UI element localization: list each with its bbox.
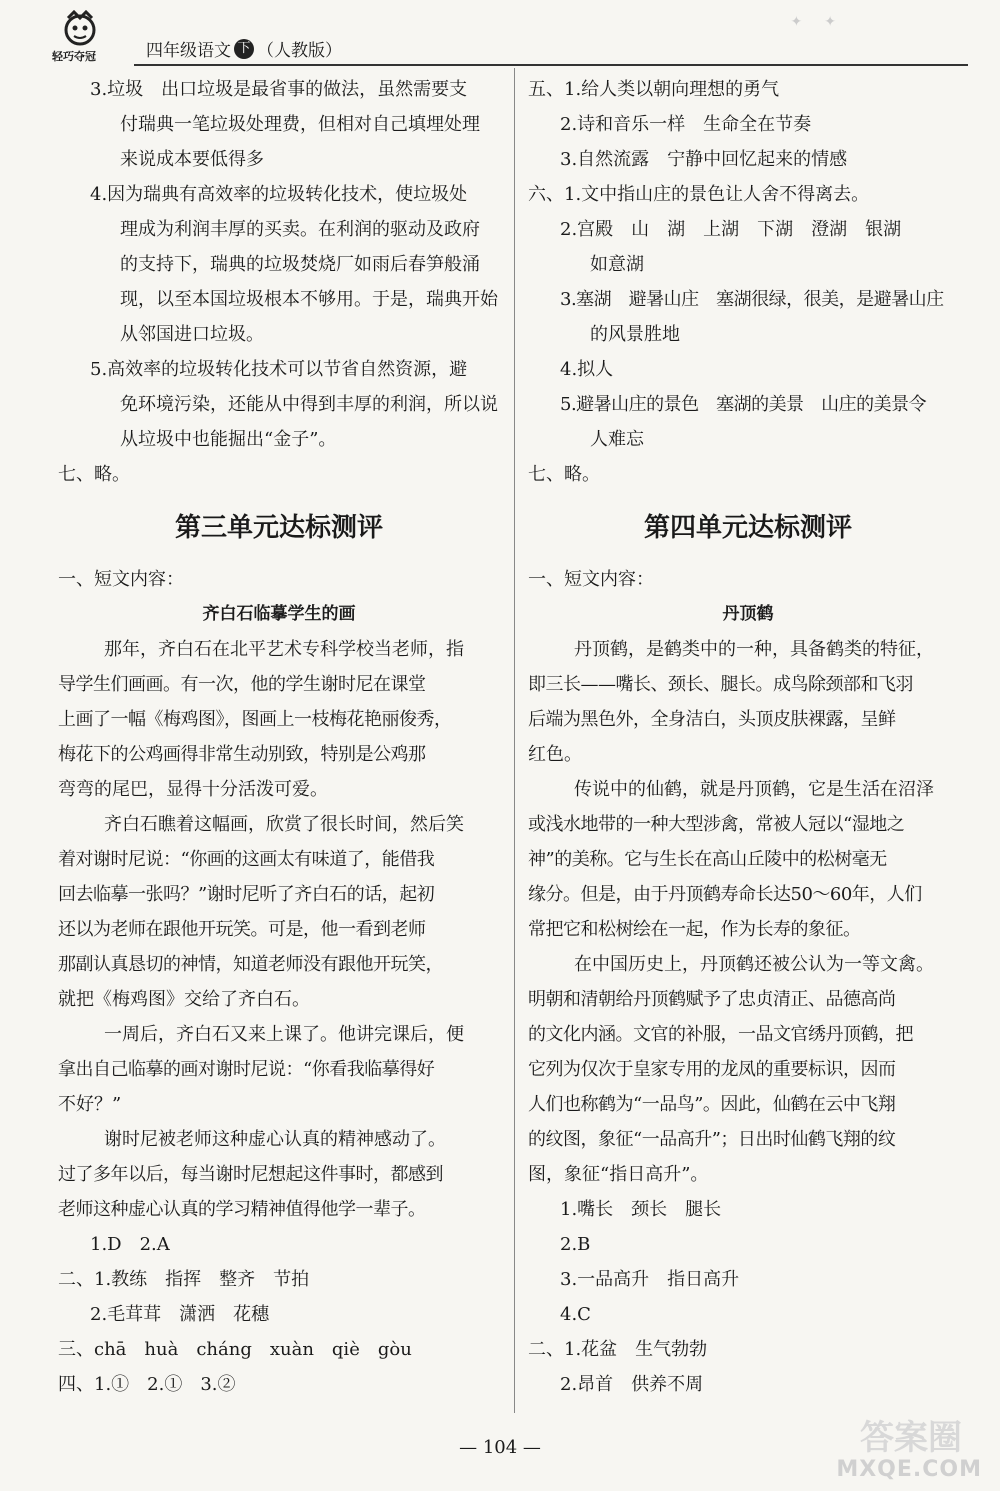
article-line: 不好？”: [58, 1094, 122, 1115]
answer-line: 从垃圾中也能掘出“金子”。: [120, 429, 337, 450]
article-line: 导学生们画画。有一次，他的学生谢时尼在课堂: [58, 674, 426, 695]
section-title-unit4: 第四单元达标测评: [643, 513, 852, 543]
article-line: 拿出自己临摹的画对谢时尼说：“你看我临摹得好: [58, 1059, 435, 1080]
answer-line: 1.嘴长 颈长 腿长: [560, 1199, 722, 1220]
article-line: 那副认真恳切的神情，知道老师没有跟他开玩笑，: [58, 954, 443, 975]
article-line: 红色。: [528, 744, 582, 765]
article-line: 明朝和清朝给丹顶鹤赋予了忠贞清正、品德高尚: [528, 989, 896, 1010]
answer-line: 现，以至本国垃圾根本不够用。于是，瑞典开始: [120, 289, 498, 310]
logo-text: 轻巧夺冠: [52, 50, 96, 63]
answer-line: 七、略。: [528, 464, 600, 485]
article-line: 着对谢时尼说：“你画的这画太有味道了，能借我: [58, 849, 435, 870]
answer-line: 的风景胜地: [590, 324, 680, 345]
article-line: 神”的美称。它与生长在高山丘陵中的松树毫无: [528, 849, 887, 870]
article-line: 在中国历史上，丹顶鹤还被公认为一等文禽。: [574, 954, 934, 975]
passage-intro: 一、短文内容：: [528, 569, 654, 590]
answer-line: 六、1.文中指山庄的景色让人舍不得离去。: [528, 184, 870, 205]
header-divider: [134, 64, 968, 66]
volume-badge: 下: [234, 39, 254, 59]
article-line: 过了多年以后，每当谢时尼想起这件事时，都感到: [58, 1164, 443, 1185]
article-line: 它列为仅次于皇家专用的龙凤的重要标识，因而: [528, 1059, 896, 1080]
watermark-logo: 答案圈: [860, 1418, 962, 1458]
article-line: 人们也称鹤为“一品鸟”。因此，仙鹤在云中飞翔: [528, 1094, 896, 1115]
article-line: 就把《梅鸡图》交给了齐白石。: [58, 989, 310, 1010]
logo-mascot-icon: [48, 10, 118, 50]
answer-line: 理成为利润丰厚的买卖。在利润的驱动及政府: [120, 219, 480, 240]
article-line: 弯弯的尾巴，显得十分活泼可爱。: [58, 779, 328, 800]
article-line: 丹顶鹤，是鹤类中的一种，具备鹤类的特征，: [574, 639, 934, 660]
answer-line: 七、略。: [58, 464, 130, 485]
answer-line: 5.避暑山庄的景色 塞湖的美景 山庄的美景令: [560, 394, 927, 415]
book-title-grade: 四年级语文: [146, 41, 231, 61]
answer-line: 如意湖: [590, 254, 644, 275]
article-line: 谢时尼被老师这种虚心认真的精神感动了。: [104, 1129, 446, 1150]
article-line: 后端为黑色外，全身洁白，头顶皮肤裸露，呈鲜: [528, 709, 896, 730]
passage-intro: 一、短文内容：: [58, 569, 184, 590]
article-line: 即三长——嘴长、颈长、腿长。成鸟除颈部和飞羽: [528, 674, 913, 695]
answer-line: 3.塞湖 避暑山庄 塞湖很绿，很美，是避暑山庄: [560, 289, 944, 310]
answer-line: 五、1.给人类以朝向理想的勇气: [528, 79, 780, 100]
answer-line: 来说成本要低得多: [120, 149, 264, 170]
brand-logo: [48, 10, 118, 66]
article-title: 齐白石临摹学生的画: [202, 604, 356, 624]
answer-line: 3.一品高升 指日高升: [560, 1269, 740, 1290]
book-title-edition: （人教版）: [257, 41, 342, 61]
watermark-url: MXQE.COM: [836, 1457, 982, 1482]
article-line: 上画了一幅《梅鸡图》，图画上一枝梅花艳丽俊秀，: [58, 709, 452, 730]
answer-line: 付瑞典一笔垃圾处理费，但相对自己填埋处理: [120, 114, 480, 135]
article-line: 的纹图，象征“一品高升”；日出时仙鹤飞翔的纹: [528, 1129, 896, 1150]
article-line: 那年，齐白石在北平艺术专科学校当老师，指: [104, 639, 464, 660]
answer-line: 4.因为瑞典有高效率的垃圾转化技术，使垃圾处: [90, 184, 468, 205]
answer-line: 2.诗和音乐一样 生命全在节奏: [560, 114, 812, 135]
article-line: 的文化内涵。文官的补服，一品文官绣丹顶鹤，把: [528, 1024, 913, 1045]
answer-line: 5.高效率的垃圾转化技术可以节省自然资源，避: [90, 359, 468, 380]
article-line: 图，象征“指日高升”。: [528, 1164, 709, 1185]
answer-line: 2.昂首 供养不周: [560, 1374, 704, 1395]
answer-line: 4.C: [560, 1304, 591, 1325]
answer-line: 免环境污染，还能从中得到丰厚的利润，所以说: [120, 394, 498, 415]
article-line: 传说中的仙鹤，就是丹顶鹤，它是生活在沼泽: [574, 779, 934, 800]
article-line: 回去临摹一张吗？”谢时尼听了齐白石的话，起初: [58, 884, 435, 905]
column-divider: [514, 68, 515, 1413]
answer-line: 4.拟人: [560, 359, 614, 380]
answer-line: 3.垃圾 出口垃圾是最省事的做法，虽然需要支: [90, 79, 468, 100]
answer-line: 3.自然流露 宁静中回忆起来的情感: [560, 149, 848, 170]
answer-line: 三、chā huà cháng xuàn qiè gòu: [58, 1339, 412, 1360]
site-watermark: [812, 1410, 982, 1486]
answer-line: 的支持下，瑞典的垃圾焚烧厂如雨后春笋般涌: [120, 254, 480, 275]
answer-line: 2.毛茸茸 潇洒 花穗: [90, 1304, 270, 1325]
decorative-stars-icon: ✦✦: [790, 14, 858, 30]
answer-line: 四、1.① 2.① 3.②: [58, 1374, 236, 1395]
answer-line: 2.B: [560, 1234, 591, 1255]
section-title-unit3: 第三单元达标测评: [174, 513, 383, 543]
answer-line: 1.D 2.A: [90, 1234, 170, 1255]
answer-line: 人难忘: [590, 429, 644, 450]
page-number: — 104 —: [459, 1437, 541, 1458]
left-column: [58, 72, 500, 1402]
answer-line: 二、1.教练 指挥 整齐 节拍: [58, 1269, 310, 1290]
answer-line: 2.宫殿 山 湖 上湖 下湖 澄湖 银湖: [560, 219, 902, 240]
article-line: 或浅水地带的一种大型涉禽，常被人冠以“湿地之: [528, 814, 905, 835]
article-line: 常把它和松树绘在一起，作为长寿的象征。: [528, 919, 861, 940]
article-line: 一周后，齐白石又来上课了。他讲完课后，便: [104, 1024, 464, 1045]
page-header: [48, 10, 968, 68]
article-line: 梅花下的公鸡画得非常生动别致，特别是公鸡那: [58, 744, 426, 765]
answer-line: 从邻国进口垃圾。: [120, 324, 264, 345]
article-line: 齐白石瞧着这幅画，欣赏了很长时间，然后笑: [104, 814, 464, 835]
article-title: 丹顶鹤: [722, 604, 774, 624]
book-title: [146, 36, 342, 61]
answer-line: 二、1.花盆 生气勃勃: [528, 1339, 708, 1360]
right-column: [528, 72, 968, 1402]
article-line: 缘分。但是，由于丹顶鹤寿命长达50～60年，人们: [528, 884, 922, 905]
article-line: 还以为老师在跟他开玩笑。可是，他一看到老师: [58, 919, 426, 940]
article-line: 老师这种虚心认真的学习精神值得他学一辈子。: [58, 1199, 426, 1220]
